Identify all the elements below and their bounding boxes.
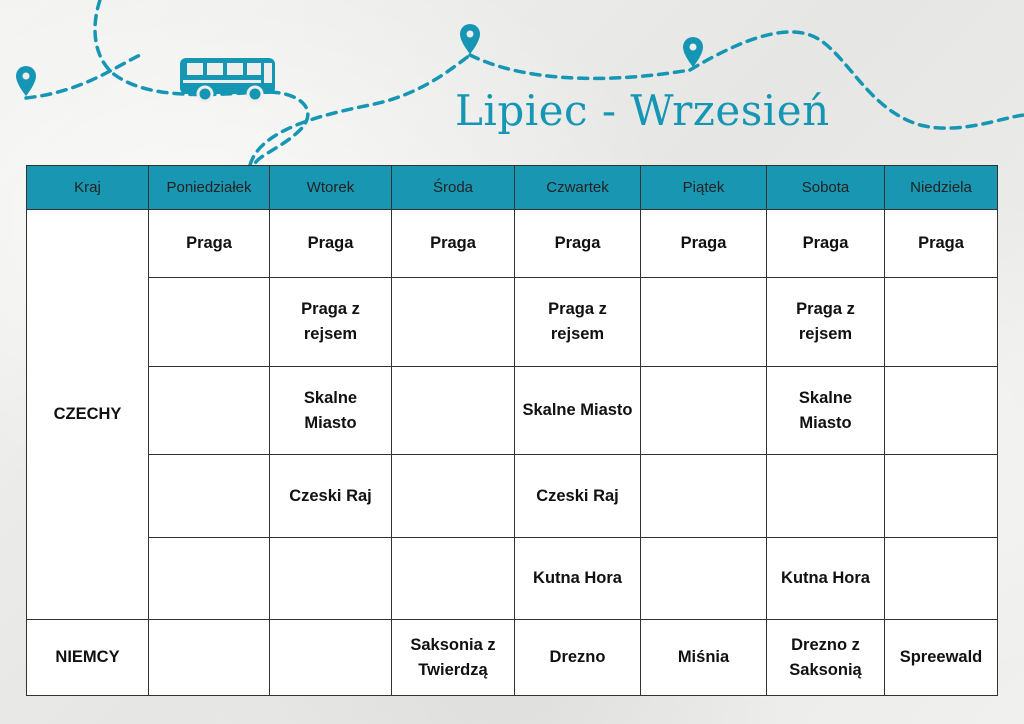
column-header-tuesday: Wtorek xyxy=(270,166,392,210)
table-cell xyxy=(149,278,270,367)
column-header-country: Kraj xyxy=(27,166,149,210)
table-cell: Praga xyxy=(149,210,270,278)
table-cell: Skalne Miasto xyxy=(767,367,885,455)
table-cell xyxy=(641,367,767,455)
table-cell: Praga xyxy=(767,210,885,278)
table-cell: Praga xyxy=(270,210,392,278)
table-cell xyxy=(270,620,392,696)
map-pin-icon xyxy=(16,66,36,96)
table-cell: Praga xyxy=(885,210,998,278)
table-cell xyxy=(885,538,998,620)
table-cell xyxy=(641,455,767,538)
table-cell xyxy=(149,620,270,696)
table-cell: Kutna Hora xyxy=(515,538,641,620)
table-cell: Praga xyxy=(515,210,641,278)
column-header-thursday: Czwartek xyxy=(515,166,641,210)
table-cell: Drezno z Saksonią xyxy=(767,620,885,696)
column-header-saturday: Sobota xyxy=(767,166,885,210)
table-row xyxy=(27,210,998,278)
table-row xyxy=(27,538,998,620)
decoration-route xyxy=(0,0,1024,170)
column-header-friday: Piątek xyxy=(641,166,767,210)
table-row xyxy=(27,278,998,367)
table-cell: Praga xyxy=(641,210,767,278)
table-cell: Kutna Hora xyxy=(767,538,885,620)
map-pin-icon xyxy=(683,37,703,67)
table-cell xyxy=(641,538,767,620)
table-cell xyxy=(641,278,767,367)
page-title: Lipiec - Wrzesień xyxy=(455,86,830,135)
table-cell: Drezno xyxy=(515,620,641,696)
table-cell xyxy=(149,455,270,538)
table-cell: Czeski Raj xyxy=(270,455,392,538)
table-cell: Skalne Miasto xyxy=(270,367,392,455)
table-cell: Praga z rejsem xyxy=(515,278,641,367)
table-cell xyxy=(270,538,392,620)
table-cell xyxy=(392,538,515,620)
table-row xyxy=(27,367,998,455)
table-cell: Miśnia xyxy=(641,620,767,696)
table-cell xyxy=(885,367,998,455)
table-cell xyxy=(767,455,885,538)
table-row xyxy=(27,455,998,538)
table-header-row xyxy=(27,166,998,210)
column-header-sunday: Niedziela xyxy=(885,166,998,210)
schedule-table xyxy=(26,165,998,696)
table-cell xyxy=(392,367,515,455)
table-cell xyxy=(392,455,515,538)
column-header-monday: Poniedziałek xyxy=(149,166,270,210)
table-cell: Spreewald xyxy=(885,620,998,696)
table-cell: Praga z rejsem xyxy=(270,278,392,367)
table-cell: Praga z rejsem xyxy=(767,278,885,367)
table-cell: Skalne Miasto xyxy=(515,367,641,455)
column-header-wednesday: Środa xyxy=(392,166,515,210)
country-cell-niemcy: NIEMCY xyxy=(27,620,149,696)
table-cell xyxy=(885,278,998,367)
table-cell: Praga xyxy=(392,210,515,278)
table-cell xyxy=(149,538,270,620)
table-cell xyxy=(149,367,270,455)
map-pin-icon xyxy=(460,24,480,54)
table-cell: Czeski Raj xyxy=(515,455,641,538)
country-cell-czechy: CZECHY xyxy=(27,210,149,620)
table-cell xyxy=(885,455,998,538)
table-cell: Saksonia z Twierdzą xyxy=(392,620,515,696)
table-cell xyxy=(392,278,515,367)
table-row xyxy=(27,620,998,696)
